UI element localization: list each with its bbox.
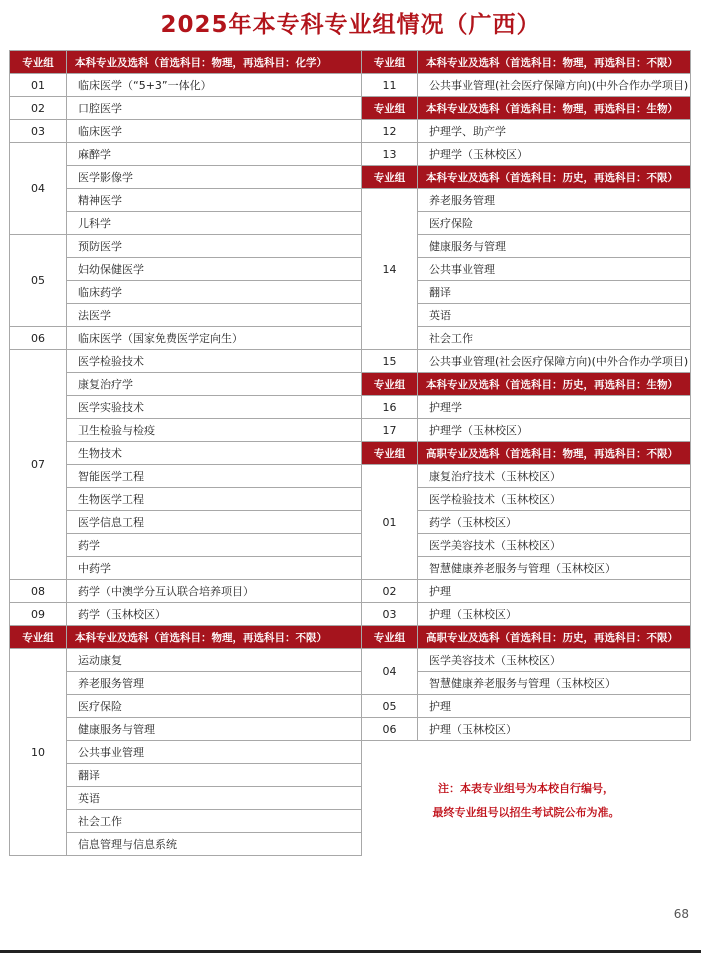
group-column-header: 专业组 bbox=[362, 626, 418, 649]
group-code: 08 bbox=[10, 580, 67, 603]
table-row bbox=[362, 350, 691, 373]
major-name: 精神医学 bbox=[67, 189, 362, 212]
group-code: 02 bbox=[10, 97, 67, 120]
subject-column-header: 本科专业及选科（首选科目：物理，再选科目：不限） bbox=[67, 626, 362, 649]
major-name: 护理学（玉林校区） bbox=[418, 143, 691, 166]
major-name: 生物医学工程 bbox=[67, 488, 362, 511]
major-name: 临床医学（国家免费医学定向生） bbox=[67, 327, 362, 350]
major-name: 药学（中澳学分互认联合培养项目） bbox=[67, 580, 362, 603]
major-name: 医疗保险 bbox=[67, 695, 362, 718]
table-row bbox=[10, 120, 362, 143]
major-name: 养老服务管理 bbox=[418, 189, 691, 212]
major-name: 儿科学 bbox=[67, 212, 362, 235]
major-name: 生物技术 bbox=[67, 442, 362, 465]
table-row bbox=[10, 97, 362, 120]
group-code: 10 bbox=[10, 649, 67, 856]
table-header-row bbox=[362, 442, 691, 465]
table-row bbox=[362, 580, 691, 603]
major-name: 临床医学 bbox=[67, 120, 362, 143]
major-name: 公共事业管理(社会医疗保障方向)(中外合作办学项目) bbox=[418, 350, 691, 373]
table-row bbox=[362, 603, 691, 626]
major-name: 医学实验技术 bbox=[67, 396, 362, 419]
major-name: 护理学 bbox=[418, 396, 691, 419]
group-code: 07 bbox=[10, 350, 67, 580]
major-name: 康复治疗学 bbox=[67, 373, 362, 396]
major-name: 药学（玉林校区） bbox=[418, 511, 691, 534]
major-name: 社会工作 bbox=[418, 327, 691, 350]
major-name: 翻译 bbox=[418, 281, 691, 304]
table-row bbox=[10, 603, 362, 626]
group-code: 01 bbox=[10, 74, 67, 97]
group-code: 04 bbox=[10, 143, 67, 235]
group-code: 03 bbox=[10, 120, 67, 143]
table-row bbox=[10, 74, 362, 97]
major-name: 药学 bbox=[67, 534, 362, 557]
group-column-header: 专业组 bbox=[362, 51, 418, 74]
note-row bbox=[362, 741, 691, 861]
subject-column-header: 本科专业及选科（首选科目：物理，再选科目：生物） bbox=[418, 97, 691, 120]
table-row bbox=[362, 465, 691, 488]
group-column-header: 专业组 bbox=[10, 626, 67, 649]
major-name: 社会工作 bbox=[67, 810, 362, 833]
major-name: 英语 bbox=[418, 304, 691, 327]
major-name: 翻译 bbox=[67, 764, 362, 787]
group-column-header: 专业组 bbox=[362, 442, 418, 465]
subject-column-header: 高职专业及选科（首选科目：历史，再选科目：不限） bbox=[418, 626, 691, 649]
group-code: 17 bbox=[362, 419, 418, 442]
table-header-row bbox=[10, 626, 362, 649]
group-code: 09 bbox=[10, 603, 67, 626]
major-name: 麻醉学 bbox=[67, 143, 362, 166]
table-header-row bbox=[362, 166, 691, 189]
group-code: 02 bbox=[362, 580, 418, 603]
major-name: 运动康复 bbox=[67, 649, 362, 672]
major-name: 法医学 bbox=[67, 304, 362, 327]
group-code: 11 bbox=[362, 74, 418, 97]
group-code: 14 bbox=[362, 189, 418, 350]
subject-column-header: 本科专业及选科（首选科目：物理，再选科目：化学） bbox=[67, 51, 362, 74]
group-column-header: 专业组 bbox=[10, 51, 67, 74]
table-row bbox=[10, 327, 362, 350]
subject-column-header: 高职专业及选科（首选科目：物理，再选科目：不限） bbox=[418, 442, 691, 465]
table-row bbox=[10, 235, 362, 258]
group-column-header: 专业组 bbox=[362, 373, 418, 396]
major-name: 护理（玉林校区） bbox=[418, 718, 691, 741]
major-name: 医学美容技术（玉林校区） bbox=[418, 649, 691, 672]
group-code: 03 bbox=[362, 603, 418, 626]
table-row bbox=[10, 649, 362, 672]
table-header-row bbox=[362, 373, 691, 396]
major-name: 智慧健康养老服务与管理（玉林校区） bbox=[418, 672, 691, 695]
group-column-header: 专业组 bbox=[362, 97, 418, 120]
bottom-divider bbox=[0, 950, 701, 953]
major-name: 养老服务管理 bbox=[67, 672, 362, 695]
major-name: 临床药学 bbox=[67, 281, 362, 304]
major-name: 信息管理与信息系统 bbox=[67, 833, 362, 856]
major-name: 护理 bbox=[418, 580, 691, 603]
table-row bbox=[362, 189, 691, 212]
table-header-row bbox=[10, 51, 362, 74]
group-code: 06 bbox=[10, 327, 67, 350]
table-row bbox=[362, 74, 691, 97]
table-row bbox=[362, 396, 691, 419]
left-major-table bbox=[9, 50, 362, 856]
major-name: 护理学（玉林校区） bbox=[418, 419, 691, 442]
table-row bbox=[362, 143, 691, 166]
major-name: 护理学、助产学 bbox=[418, 120, 691, 143]
subject-column-header: 本科专业及选科（首选科目：物理，再选科目：不限） bbox=[418, 51, 691, 74]
table-row bbox=[362, 649, 691, 672]
group-code: 12 bbox=[362, 120, 418, 143]
group-code: 05 bbox=[362, 695, 418, 718]
table-row bbox=[10, 350, 362, 373]
major-name: 英语 bbox=[67, 787, 362, 810]
major-name: 妇幼保健医学 bbox=[67, 258, 362, 281]
major-name: 智能医学工程 bbox=[67, 465, 362, 488]
major-name: 医学影像学 bbox=[67, 166, 362, 189]
major-name: 医学信息工程 bbox=[67, 511, 362, 534]
table-header-row bbox=[362, 626, 691, 649]
major-name: 医疗保险 bbox=[418, 212, 691, 235]
major-name: 健康服务与管理 bbox=[418, 235, 691, 258]
major-name: 康复治疗技术（玉林校区） bbox=[418, 465, 691, 488]
major-name: 医学美容技术（玉林校区） bbox=[418, 534, 691, 557]
major-name: 公共事业管理 bbox=[67, 741, 362, 764]
table-row bbox=[362, 419, 691, 442]
group-code: 16 bbox=[362, 396, 418, 419]
subject-column-header: 本科专业及选科（首选科目：历史，再选科目：不限） bbox=[418, 166, 691, 189]
table-row bbox=[362, 695, 691, 718]
group-code: 15 bbox=[362, 350, 418, 373]
note-box bbox=[362, 741, 691, 861]
table-header-row bbox=[362, 51, 691, 74]
major-name: 健康服务与管理 bbox=[67, 718, 362, 741]
major-name: 护理 bbox=[418, 695, 691, 718]
major-name: 公共事业管理 bbox=[418, 258, 691, 281]
group-code: 05 bbox=[10, 235, 67, 327]
major-name: 智慧健康养老服务与管理（玉林校区） bbox=[418, 557, 691, 580]
subject-column-header: 本科专业及选科（首选科目：历史，再选科目：生物） bbox=[418, 373, 691, 396]
page-number: 68 bbox=[673, 907, 689, 921]
page-title: 2025年本专科专业组情况（广西） bbox=[160, 12, 541, 38]
major-name: 临床医学（“5+3”一体化） bbox=[67, 74, 362, 97]
group-column-header: 专业组 bbox=[362, 166, 418, 189]
table-header-row bbox=[362, 97, 691, 120]
major-name: 口腔医学 bbox=[67, 97, 362, 120]
major-name: 预防医学 bbox=[67, 235, 362, 258]
major-name: 卫生检验与检疫 bbox=[67, 419, 362, 442]
note-line: 最终专业组号以招生考试院公布为准。 bbox=[432, 805, 620, 819]
table-row bbox=[10, 580, 362, 603]
table-row bbox=[362, 718, 691, 741]
table-row bbox=[362, 120, 691, 143]
major-name: 药学（玉林校区） bbox=[67, 603, 362, 626]
group-code: 06 bbox=[362, 718, 418, 741]
group-code: 04 bbox=[362, 649, 418, 695]
major-name: 中药学 bbox=[67, 557, 362, 580]
group-code: 13 bbox=[362, 143, 418, 166]
right-major-table bbox=[361, 50, 691, 861]
major-name: 医学检验技术 bbox=[67, 350, 362, 373]
note-line: 注：本表专业组号为本校自行编号， bbox=[438, 781, 614, 795]
group-code: 01 bbox=[362, 465, 418, 580]
major-name: 公共事业管理(社会医疗保障方向)(中外合作办学项目) bbox=[418, 74, 691, 97]
major-name: 护理（玉林校区） bbox=[418, 603, 691, 626]
major-name: 医学检验技术（玉林校区） bbox=[418, 488, 691, 511]
table-row bbox=[10, 143, 362, 166]
